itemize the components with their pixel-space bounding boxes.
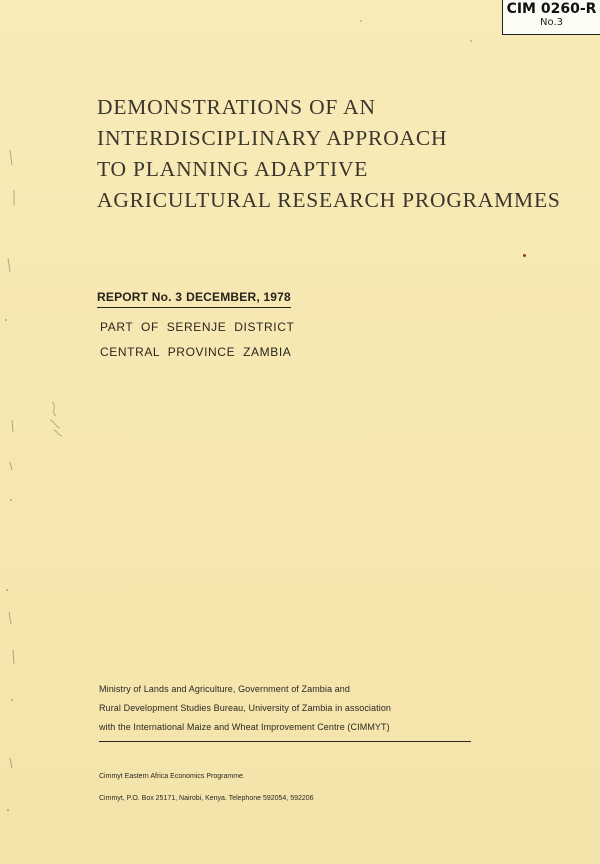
institution-line: Rural Development Studies Bureau, University of Zambia in association bbox=[99, 703, 392, 713]
report-date: DECEMBER, 1978 bbox=[186, 290, 291, 304]
title-line: AGRICULTURAL RESEARCH PROGRAMMES bbox=[97, 188, 561, 212]
location-province: CENTRAL PROVINCE ZAMBIA bbox=[100, 345, 292, 359]
report-number-date bbox=[97, 290, 291, 308]
institution-line: Ministry of Lands and Agriculture, Government of Zambia and bbox=[99, 684, 351, 694]
report-number: REPORT No. 3 bbox=[97, 290, 183, 304]
catalog-code: CIM 0260-R bbox=[506, 1, 597, 17]
title-line: DEMONSTRATIONS OF AN bbox=[97, 95, 376, 119]
dust-speck bbox=[470, 40, 472, 42]
programme-block bbox=[99, 766, 314, 810]
catalog-number: No.3 bbox=[540, 17, 563, 28]
catalog-tag bbox=[502, 0, 600, 35]
location-district: PART OF SERENJE DISTRICT bbox=[100, 320, 295, 334]
title-line: INTERDISCIPLINARY APPROACH bbox=[97, 126, 448, 150]
institution-line: with the International Maize and Wheat Improvement Centre (CIMMYT) bbox=[99, 722, 390, 732]
left-edge-scan-marks bbox=[0, 0, 30, 864]
divider-rule bbox=[99, 741, 471, 742]
document-title bbox=[97, 92, 561, 216]
pencil-scribble-mark bbox=[44, 398, 72, 438]
programme-name: Cimmyt Eastern Africa Economics Programme. bbox=[99, 773, 245, 780]
ink-speck bbox=[523, 254, 526, 257]
title-line: TO PLANNING ADAPTIVE bbox=[97, 157, 369, 181]
dust-speck bbox=[360, 20, 362, 22]
institutions-block bbox=[99, 680, 391, 737]
programme-address: Cimmyt, P.O. Box 25171, Nairobi, Kenya. Telephone 592054, 592206 bbox=[99, 795, 314, 802]
